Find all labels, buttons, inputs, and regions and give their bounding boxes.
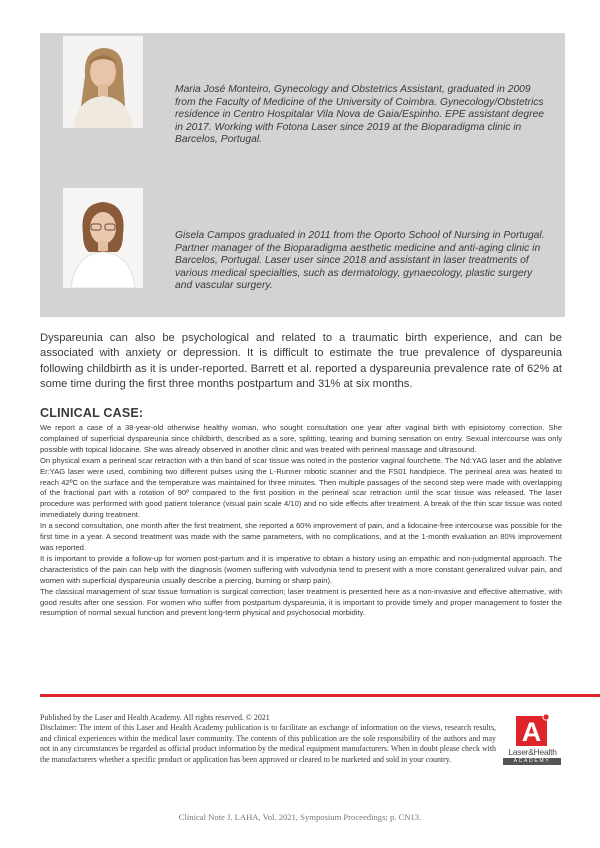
body-paragraph: It is important to provide a follow-up for women post-partum and it is imperative to obtain a history using an empathic and non-judgmental approach. The characteristics of the pain can help with the diagnosis (women suffering with vulvodynia tend to present with a more constant generalized vulvar pain, and women with superficial dyspareunia usually describe a piercing, burning or sharp pain). [40,553,562,585]
body-paragraph: We report a case of a 38-year-old otherwise healthy woman, who sought consultation one year after vaginal birth with episiotomy correction. She complained of superficial dyspareunia since childbirth, described as a sore, splitting, tearing and burning sensation on entry. Sexual intercourse was only possible with topical lidocaine. She was already observed in another clinic and was treated with perineal massage and ultrasound. [40,423,562,454]
body-paragraph: In a second consultation, one month after the first treatment, she reported a 60% improvement of pain, and a lidocaine-free intercourse was possible for the first time in a year. A second treatment was made with the same parameters, with no complications, and at the 1-month evaluation an 80% improvement was reported. [40,521,562,552]
footer-text [40,713,496,765]
author-bio-gisela: Gisela Campos graduated in 2011 from the Oporto School of Nursing in Portugal. Partner manager of the Bioparadigma aesthetic medicine and anti-aging clinic in Barcelos, Portugal. Laser user since 2018 and assistant in laser treatments of various medical specialties, such as dermatology, gynaecology, plastic surgery and vascular surgery. [175,230,545,291]
publisher-line: Published by the Laser and Health Academy. All rights reserved. © 2021 [40,713,270,722]
laser-health-academy-logo [500,713,565,768]
body-paragraph: The classical management of scar tissue formation is surgical correction; laser treatment is presented here as a non-invasive and effective alternative, with good results after one session. For women who suffer from postpartum dyspareunia, it is important to provide timely and proper management to foster the resumption of normal sexual function and prevent long-term physical and psychosocial morbidity. [40,586,562,618]
page-citation: Clinical Note J. LAHA, Vol. 2021, Symposium Proceedings; p. CN13. [178,812,422,822]
author-photo-gisela [63,188,143,288]
section-heading-clinical-case: CLINICAL CASE: [40,406,144,420]
disclaimer: Disclaimer: The intent of this Laser and Health Academy publication is to facilitate an exchange of information on the views, research results, and clinical experiences within the medical laser community. The contents of this publication are the sole responsibility of the authors and may not in any circumstances be regarded as official product information by the medical equipment manufacturers. When in doubt please check with the manufacturers whether a specific product or application has been approved or cleared to be marketed and sold in your country. [40,723,496,764]
author-photo-maria [63,36,143,128]
logo-letter: A [521,717,542,746]
logo-mark-icon [516,713,550,746]
intro-paragraph: Dyspareunia can also be psychological and related to a traumatic birth experience, and can be associated with anxiety or depression. It is difficult to estimate the true prevalence of dyspareunia following childbirth as it is under-reported. Barrett et al. reported a dyspareunia prevalence rate of 62% at some time during the first three months postpartum and 31% at six months. [40,332,562,390]
body-paragraph: On physical exam a perineal scar retraction with a thin band of scar tissue was noted in the posterior vaginal fourchette. The Nd:YAG laser and the ablative Er:YAG laser were used, combining two different pulses using the L-Runner robotic scanner and the FS01 handpiece. The perineal area was heated to reach 42ºC on the surface and the temperature was maintained for three minutes. Then multiple passages of the second step were made with overlapping of the fractional part with a rotation of 90º compared to the first position in the perineal scar retraction until the scar tissue was released. The laser procedure was performed with good patient tolerance (visual pain scale 4/10) and no side effects after treatment. A break of the thin scar tissue was noted immediately during treatment. [40,455,562,520]
footer-divider [40,694,600,697]
author-bio-maria: Maria José Monteiro, Gynecology and Obstetrics Assistant, graduated in 2009 from the Faculty of Medicine of the University of Coimbra. Gynecology/Obstetrics residence in Centro Hospitalar Vila Nova de Gaia/Espinho. EPE assistant degree in 2017. Working with Fotona Laser since 2019 at the Bioparadigma clinic in Barcelos, Portugal. [175,84,544,145]
clinical-case-body [40,423,562,619]
logo-subtitle: ACADEMY [503,758,561,765]
logo-name: Laser&Health [508,747,557,757]
